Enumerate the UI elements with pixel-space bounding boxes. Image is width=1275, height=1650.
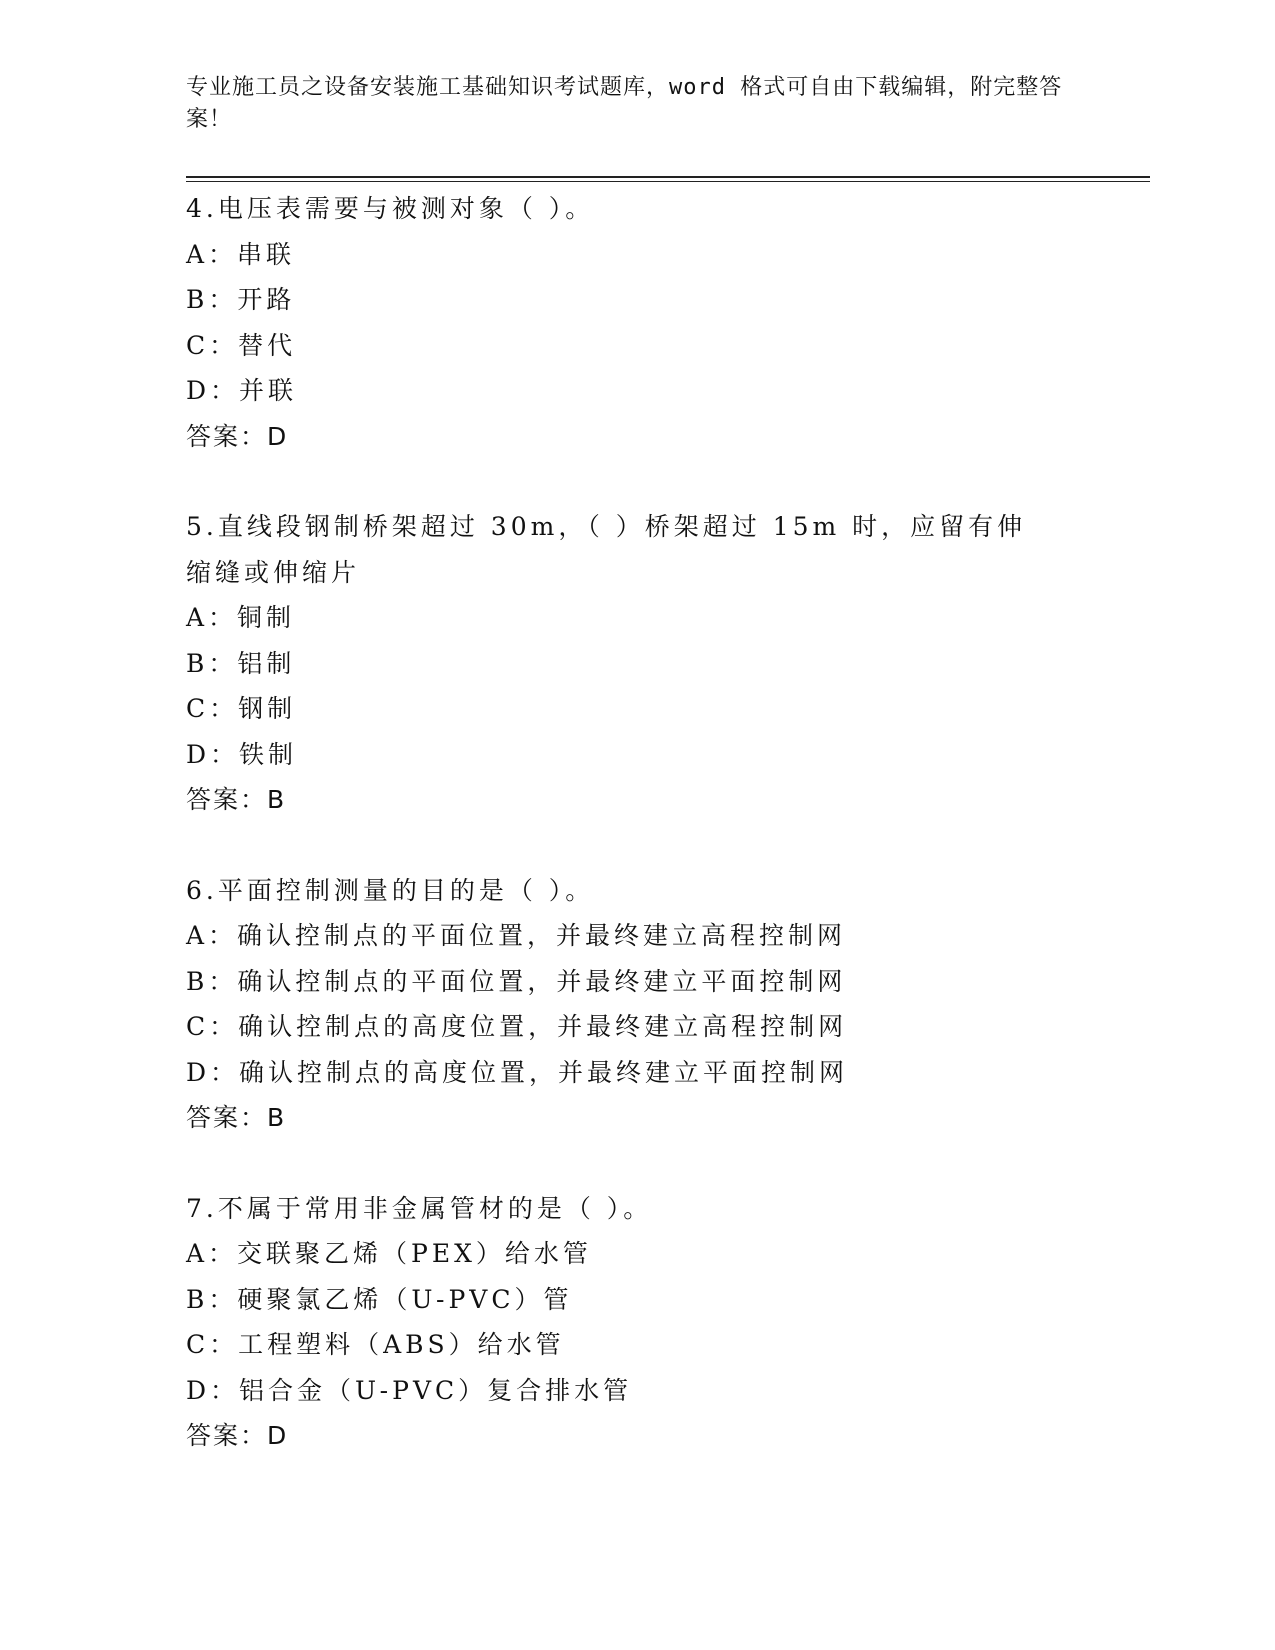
question-stem: 4.电压表需要与被测对象（ ）。 <box>186 194 595 223</box>
option-b: B：开路 <box>186 285 296 314</box>
question-stem: 5.直线段钢制桥架超过 30m，（ ）桥架超过 15m 时，应留有伸缩缝或伸缩片 <box>186 512 1027 587</box>
question-item <box>186 186 1086 459</box>
answer-label: 答案：B <box>186 1103 287 1132</box>
option-b: B：铝制 <box>186 648 296 678</box>
option-a: A：确认控制点的平面位置，并最终建立高程控制网 <box>186 921 847 950</box>
question-stem: 7.不属于常用非金属管材的是（ ）。 <box>186 1193 653 1223</box>
option-d: D：并联 <box>186 376 298 405</box>
header-divider-thin <box>186 181 1150 182</box>
option-b: B：硬聚氯乙烯（U-PVC）管 <box>186 1284 573 1314</box>
option-a: A：串联 <box>186 239 296 269</box>
question-item <box>186 504 1086 823</box>
question-list <box>186 186 1086 1504</box>
document-intro: 专业施工员之设备安装施工基础知识考试题库，word 格式可自由下载编辑，附完整答案！ <box>186 75 1063 132</box>
option-c: C：确认控制点的高度位置，并最终建立高程控制网 <box>186 1012 848 1041</box>
question-item <box>186 1186 1086 1459</box>
question-stem: 6.平面控制测量的目的是（ ）。 <box>186 875 595 905</box>
option-b: B：确认控制点的平面位置，并最终建立平面控制网 <box>186 966 847 996</box>
answer-label: 答案：D <box>186 1421 289 1450</box>
option-a: A：交联聚乙烯（PEX）给水管 <box>186 1239 592 1268</box>
option-d: D：铝合金（U-PVC）复合排水管 <box>186 1375 633 1405</box>
option-d: D：确认控制点的高度位置，并最终建立平面控制网 <box>186 1057 849 1087</box>
option-a: A：铜制 <box>186 603 296 632</box>
option-c: C：替代 <box>186 330 297 360</box>
header-divider-thick <box>186 176 1150 178</box>
option-c: C：钢制 <box>186 694 297 723</box>
option-c: C：工程塑料（ABS）给水管 <box>186 1330 565 1359</box>
answer-label: 答案：B <box>186 785 287 814</box>
question-item <box>186 868 1086 1141</box>
answer-label: 答案：D <box>186 421 289 451</box>
option-d: D：铁制 <box>186 739 298 769</box>
